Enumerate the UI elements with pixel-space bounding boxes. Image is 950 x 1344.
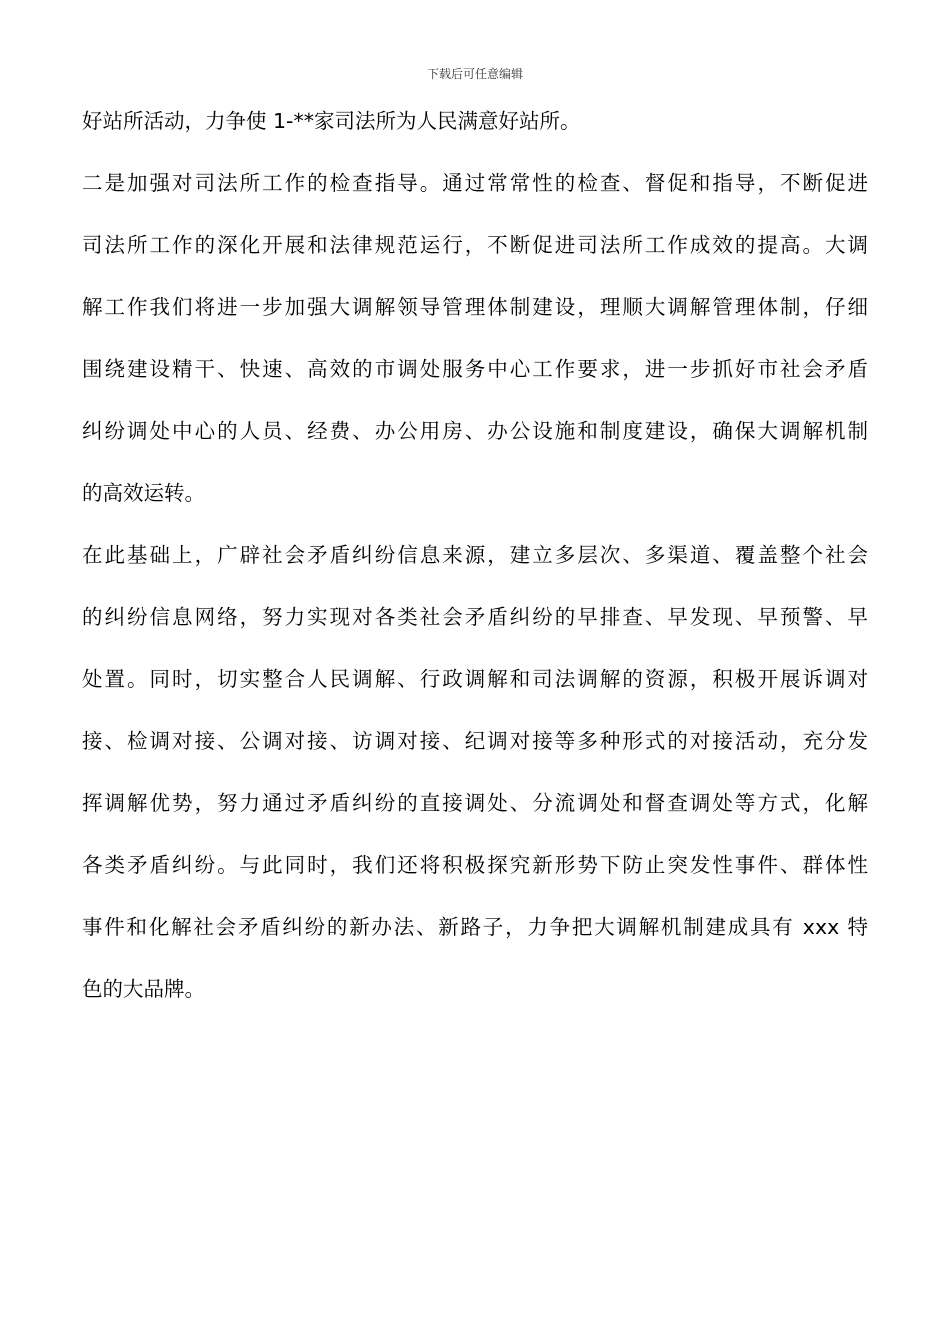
text-line: 接、检调对接、公调对接、访调对接、纪调对接等多种形式的对接活动，充分发 xyxy=(82,729,868,753)
text-line: 事件和化解社会矛盾纠纷的新办法、新路子，力争把大调解机制建成具有 xxx 特 xyxy=(82,915,868,939)
paragraph xyxy=(82,540,868,1005)
text-line: 二是加强对司法所工作的检查指导。通过常常性的检查、督促和指导，不断促进 xyxy=(82,171,868,195)
paragraph xyxy=(82,106,868,137)
text-line: 色的大品牌。 xyxy=(82,977,205,1001)
text-line: 挥调解优势，努力通过矛盾纠纷的直接调处、分流调处和督查调处等方式，化解 xyxy=(82,791,868,815)
document-body xyxy=(82,106,868,1036)
text-line: 的高效运转。 xyxy=(82,481,205,505)
text-line: 围绕建设精干、快速、高效的市调处服务中心工作要求，进一步抓好市社会矛盾 xyxy=(82,357,868,381)
text-line: 好站所活动，力争使 1-**家司法所为人民满意好站所。 xyxy=(82,109,581,133)
page-header: 下载后可任意编辑 xyxy=(426,67,523,81)
text-line: 司法所工作的深化开展和法律规范运行，不断促进司法所工作成效的提高。大调 xyxy=(82,233,868,257)
text-line: 的纠纷信息网络，努力实现对各类社会矛盾纠纷的早排查、早发现、早预警、早 xyxy=(82,605,868,629)
text-line: 处置。同时，切实整合人民调解、行政调解和司法调解的资源，积极开展诉调对 xyxy=(82,667,868,691)
text-line: 纠纷调处中心的人员、经费、办公用房、办公设施和制度建设，确保大调解机制 xyxy=(82,419,868,443)
paragraph xyxy=(82,168,868,509)
text-line: 在此基础上，广辟社会矛盾纠纷信息来源，建立多层次、多渠道、覆盖整个社会 xyxy=(82,543,868,567)
text-line: 各类矛盾纠纷。与此同时，我们还将积极探究新形势下防止突发性事件、群体性 xyxy=(82,853,868,877)
text-line: 解工作我们将进一步加强大调解领导管理体制建设，理顺大调解管理体制，仔细 xyxy=(82,295,868,319)
